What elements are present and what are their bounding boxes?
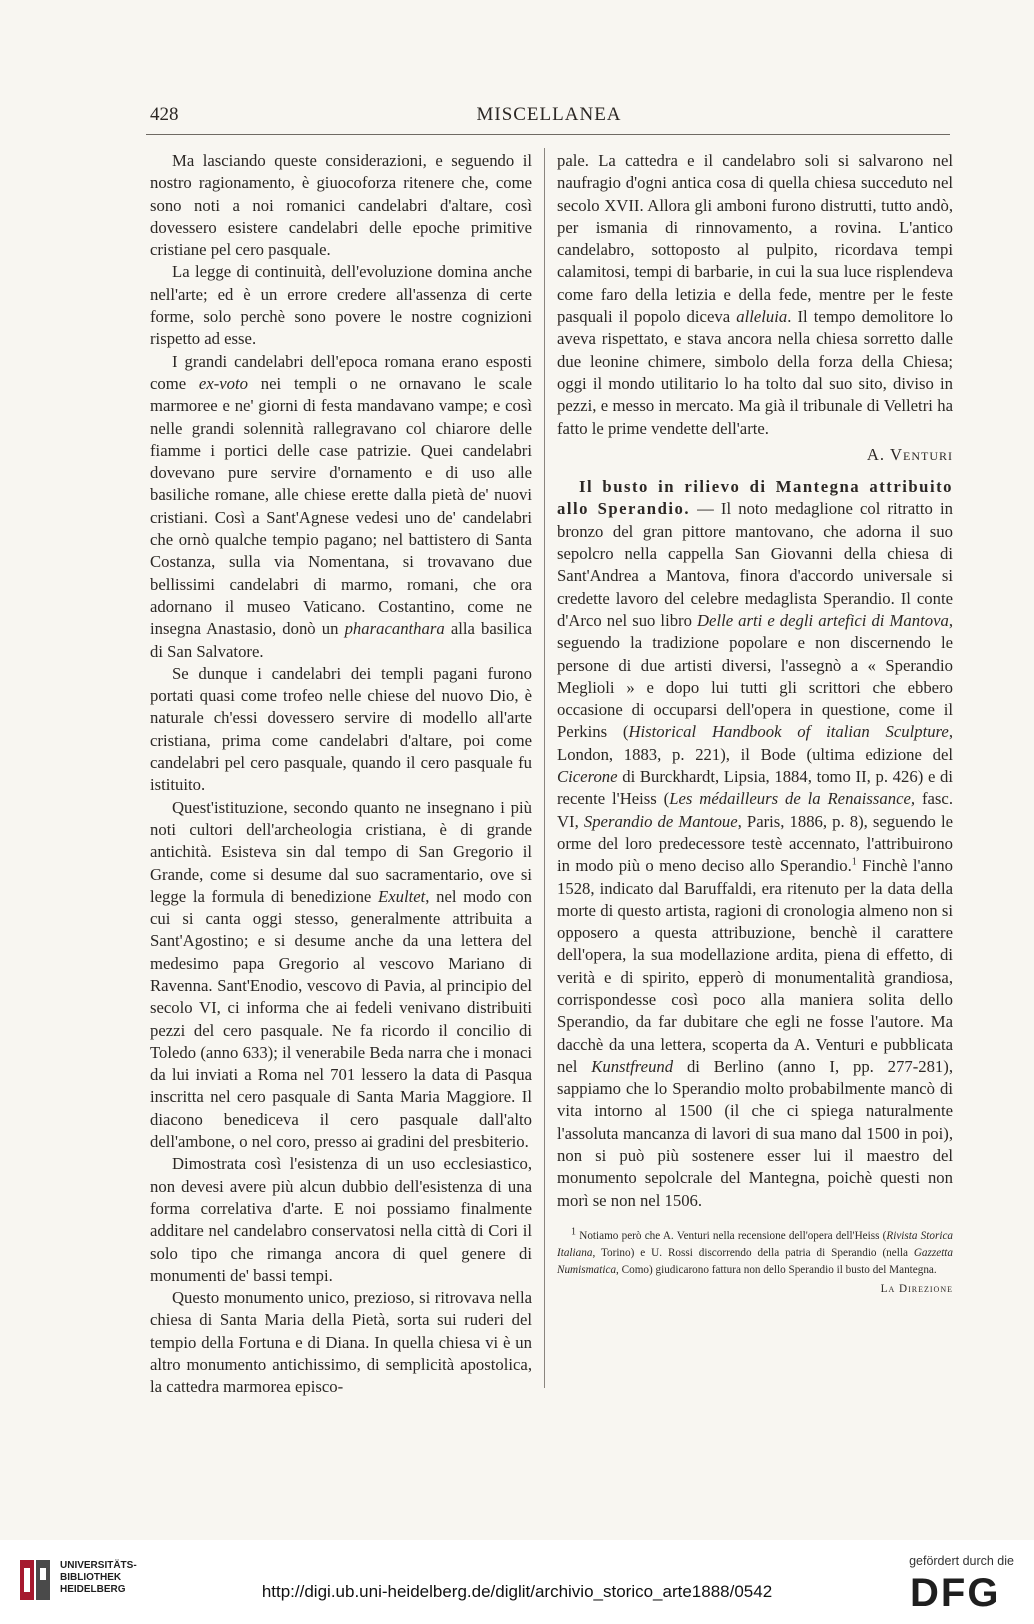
footnotes: [557, 1228, 953, 1298]
page-header: [150, 104, 948, 130]
permalink-url[interactable]: http://digi.ub.uni-heidelberg.de/diglit/archivio_storico_arte1888/0542: [261, 1582, 773, 1601]
article-paragraph: Il busto in rilievo di Mantegna attribuito allo Sperandio. — Il noto medaglione col ritratto in bronzo del gran pittore mantovano, che adorna il suo sepolcro nella cappella San Giovanni della chiesa di Sant'Andrea a Mantova, finora d'accordo universale si credette lavoro del celebre medaglista Sperandio. Il conte d'Arco nel suo libro Delle arti e degli artefici di Mantova, seguendo la tradizione popolare e non discernendo le persone di due artisti diversi, l'assegnò a « Sperandio Meglioli » e dopo lui tutti gli scrittori che ebbero occasione di occuparsi dell'opera in questione, come il Perkins (Historical Handbook of italian Sculpture, London, 1883, p. 221), il Bode (ultima edizione del Cicerone di Burckhardt, Lipsia, 1884, tomo II, p. 426) e di recente l'Heiss (Les médailleurs de la Renaissance, fasc. VI, Sperandio de Mantoue, Paris, 1886, p. 8), seguendo le orme del loro predecessore testè accennato, l'attribuirono in modo più o meno deciso allo Sperandio.$^1$ Finchè l'anno 1528, indicato dal Baruffaldi, era ritenuto per la data della morte di questo artista, ragioni di cronologia almeno non si opposero a questa attribuzione, benchè il carattere dell'opera, la sua modellazione ardita, piena di effetto, di verità e di spirito, epperò di monumentalità grandiosa, corrispondesse così poco alla maniera solita dello Sperandio, da far dubitare che egli ne fosse l'autore. Ma dacchè da una lettera, scoperta da A. Venturi e pubblicata nel Kunstfreund di Berlino (anno I, pp. 277-281), sappiamo che lo Sperandio molto probabilmente mancò di vita intorno al 1500 (il che ci spiega naturalmente l'assoluta mancanza di lavori di sua mano dal 1500 in poi), non si può più sostenere esser lui il maestro del monumento sepolcrale del Mantegna, poichè questi non morì se non nel 1506.: [557, 477, 954, 1210]
paragraph: Se dunque i candelabri dei templi pagani furono portati quasi come trofeo nelle chiese del nuovo Dio, è naturale ch'essi dovessero servire di modello all'arte cristiana, prima come candelabri d'altare, poi come candelabri pel cero pasquale, quando il cero pasquale fu istituito.: [150, 663, 532, 795]
paragraph: La legge di continuità, dell'evoluzione domina anche nell'arte; ed è un errore credere all'assenza di certe forme, solo perchè sono povere le nostre cognizioni rispetto ad esse.: [150, 262, 532, 349]
right-column: [557, 150, 953, 1298]
header-rule: [146, 134, 950, 135]
paragraph: pale. La cattedra e il candelabro soli si salvarono nel naufragio d'ogni antica cosa di quella chiesa succeduto nel secolo XVII. Allora gli amboni furono distrutti, tutto andò, per ismania di rinnovamento, a rovina. L'antico candelabro, sottoposto al pulpito, ricordava tempi calamitosi, tempi di barbarie, in cui la sua luce risplendeva come faro della letizia e della fede, mentre per le feste pasquali il popolo diceva alleluia. Il tempo demolitore lo aveva rispettato, e stava ancora nella chiesa sorretto dalle due leonine chimere, simbolo della forza della Chiesa; oggi il mondo utilitario lo ha tolto dal suo sito, diviso in pezzi, e messo in mercato. Ma già il tribunale di Velletri ha fatto le prime vendette dell'arte.: [557, 151, 953, 438]
page-number: 428: [150, 104, 179, 125]
dfg-logo-text: DFG: [910, 1572, 1001, 1610]
running-title: MISCELLANEA: [476, 104, 622, 125]
left-column: [150, 150, 532, 1399]
footnote: $^1$ Notiamo però che A. Venturi nella recensione dell'opera dell'Heiss (Rivista Storica Italiana, Torino) e U. Rossi discorrendo della patria di Sperandio (nella Gazzetta Numismatica, Como) giudicarono fattura non dello Sperandio il busto del Mantegna.: [557, 1226, 954, 1276]
dfg-logo[interactable]: [908, 1572, 1012, 1610]
library-name: UNIVERSITÄTS- BIBLIOTHEK HEIDELBERG: [60, 1560, 137, 1595]
paragraph: Quest'istituzione, secondo quanto ne insegnano i più noti cultori dell'archeologia cristiana, è di grande antichità. Esisteva sin dal tempo di San Gregorio il Grande, come si desume dal suo sacramentario, ove si legge la formula di benedizione Exultet, nel modo con cui si canta oggi stesso, generalmente attribuita a Sant'Agostino; e si desume anche da una lettera del medesimo papa Gregorio al vescovo Mariano di Ravenna. Sant'Enodio, vescovo di Pavia, al principio del secolo VI, ci informa che ai fedeli venivano distribuiti pezzi del cero pasquale. Ne fa ricordo il concilio di Toledo (anno 633); il venerabile Beda narra che i monaci da lui inviati a Roma nel 701 lessero la data di Pasqua inscritta nel cero pasquale di Santa Maria Maggiore. Il diacono benediceva il cero pasquale dall'alto dell'ambone, o nel coro, presso ai gradini del presbiterio.: [150, 797, 532, 1152]
footer-url-container: [0, 1582, 1034, 1602]
footnote-signature: La Direzione: [880, 1282, 953, 1295]
paragraph: Dimostrata così l'esistenza di un uso ecclesiastico, non devesi avere più alcun dubbio dell'esistenza di una forma correlativa d'arte. E noi possiamo finalmente additare nel candelabro conservatosi nella città di Cori il solo tipo che rimanga ancora di quel genere di monumenti de' bassi tempi.: [150, 1154, 532, 1285]
author-signature: A. Venturi: [866, 444, 953, 464]
paragraph: Questo monumento unico, prezioso, si ritrovava nella chiesa di Santa Maria della Pietà, sorta sui ruderi del tempio della Fortuna e di Diana. In quella chiesa vi è un altro monumento antichissimo, di semplicità apostolica, la cattedra marmorea episco-: [150, 1288, 532, 1397]
paragraph: Ma lasciando queste considerazioni, e seguendo il nostro ragionamento, è giuocoforza ritenere che, come sono noti a noi romanici candelabri d'altare, così dovessero esistere candelabri delle epoche primitive cristiane pel cero pasquale.: [150, 151, 532, 260]
footer-bar: [0, 1540, 1034, 1624]
paragraph: I grandi candelabri dell'epoca romana erano esposti come ex-voto nei templi o ne ornavano le scale marmoree e ne' giorni di festa mandavano vampe; e così nelle grandi solennità rallegravano col chiarore delle fiamme i portici delle case patrizie. Quei candelabri dovevano pure servire d'ornamento e di uso alle basiliche romane, alle chiese erette dalla pietà de' nuovi cristiani. Così a Sant'Agnese vedesi uno de' candelabri che ornò qualche tempio pagano; nel battistero di Santa Costanza, sulla via Nomentana, si trovavano due bellissimi candelabri di marmo, romani, che ora adornano il museo Vaticano. Costantino, come ne insegna Anastasio, donò un pharacanthara alla basilica di San Salvatore.: [150, 351, 532, 661]
column-divider: [544, 148, 545, 1388]
footnote-ref: 1: [851, 856, 857, 868]
article-title: Il busto in rilievo di Mantegna attribuito allo Sperandio.: [557, 477, 953, 519]
sponsor-text: gefördert durch die: [909, 1554, 1014, 1568]
